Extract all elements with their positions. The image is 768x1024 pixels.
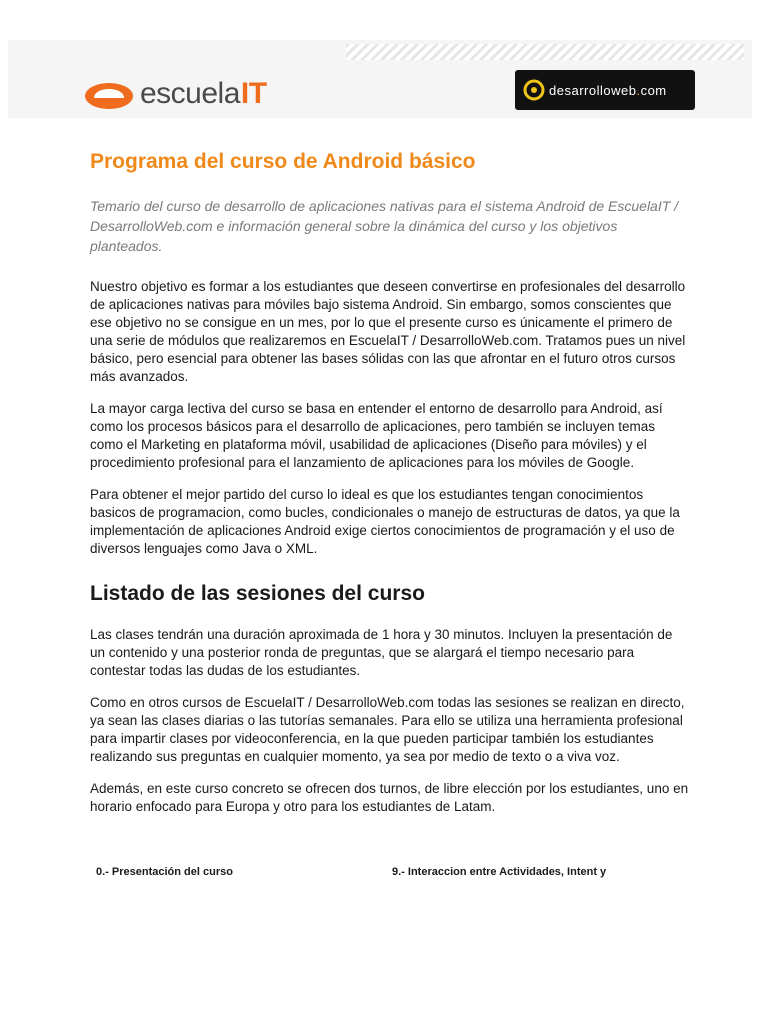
- escuelait-logo-icon: [84, 78, 134, 110]
- paragraph: Como en otros cursos de EscuelaIT / DesarrolloWeb.com todas las sesiones se realizan en directo, ya sean las clases diarias o las tutorías semanales. Para ello se utiliza una herramienta profesional para impartir clases por videoconferencia, en la que pueden participar también los estudiantes realizando sus preguntas en cualquier momento, ya sea por medio de texto o a viva voz.: [90, 695, 685, 764]
- page-title: Programa del curso de Android básico: [90, 150, 476, 173]
- session-item: 0.- Presentación del curso: [96, 866, 233, 878]
- desarrolloweb-logo-text: desarrolloweb.com: [549, 82, 667, 98]
- escuelait-logo: [84, 76, 267, 112]
- desarrolloweb-logo-icon: [523, 79, 545, 101]
- sessions-list: [96, 866, 696, 878]
- paragraph: Nuestro objetivo es formar a los estudiantes que deseen convertirse en profesionales del desarrollo de aplicaciones nativas para móviles bajo sistema Android. Sin embargo, somos conscientes que ese objetivo no se consigue en un mes, por lo que el presente curso es únicamente el primero de una serie de módulos que realizaremos en EscuelaIT / DesarrolloWeb.com. Tratamos pues un nivel básico, pero esencial para obtener las bases sólidas con las que afrontar en el futuro otros cursos más avanzados.: [90, 279, 686, 384]
- document-body: [90, 150, 690, 816]
- paragraph: Además, en este curso concreto se ofrecen dos turnos, de libre elección por los estudiantes, uno en horario enfocado para Europa y otro para los estudiantes de Latam.: [90, 781, 689, 814]
- section-heading: Listado de las sesiones del curso: [90, 582, 425, 605]
- escuelait-logo-text: escuelaIT: [140, 77, 267, 110]
- paragraph: Para obtener el mejor partido del curso lo ideal es que los estudiantes tengan conocimientos basicos de programacion, como bucles, condicionales o manejo de estructuras de datos, ya que la implementación de aplicaciones Android exige ciertos conocimientos de programación y el uso de diversos lenguajes como Java o XML.: [90, 487, 680, 556]
- paragraph: La mayor carga lectiva del curso se basa en entender el entorno de desarrollo para Android, así como los procesos básicos para el desarrollo de aplicaciones, pero también se incluyen temas como el Marketing en plataforma móvil, usabilidad de aplicaciones (Diseño para móviles) y el procedimiento profesional para el lanzamiento de aplicaciones para los móviles de Google.: [90, 401, 663, 470]
- intro-paragraph: Temario del curso de desarrollo de aplicaciones nativas para el sistema Android de EscuelaIT / DesarrolloWeb.com e información general sobre la dinámica del curso y los objetivos planteados.: [90, 198, 679, 254]
- desarrolloweb-logo: [515, 70, 695, 110]
- session-item: 9.- Interaccion entre Actividades, Intent y: [392, 866, 607, 878]
- paragraph: Las clases tendrán una duración aproximada de 1 hora y 30 minutos. Incluyen la presentación de un contenido y una posterior ronda de preguntas, que se alargará el tiempo necesario para contestar todas las dudas de los estudiantes.: [90, 627, 673, 678]
- decorative-stripes: [346, 44, 744, 60]
